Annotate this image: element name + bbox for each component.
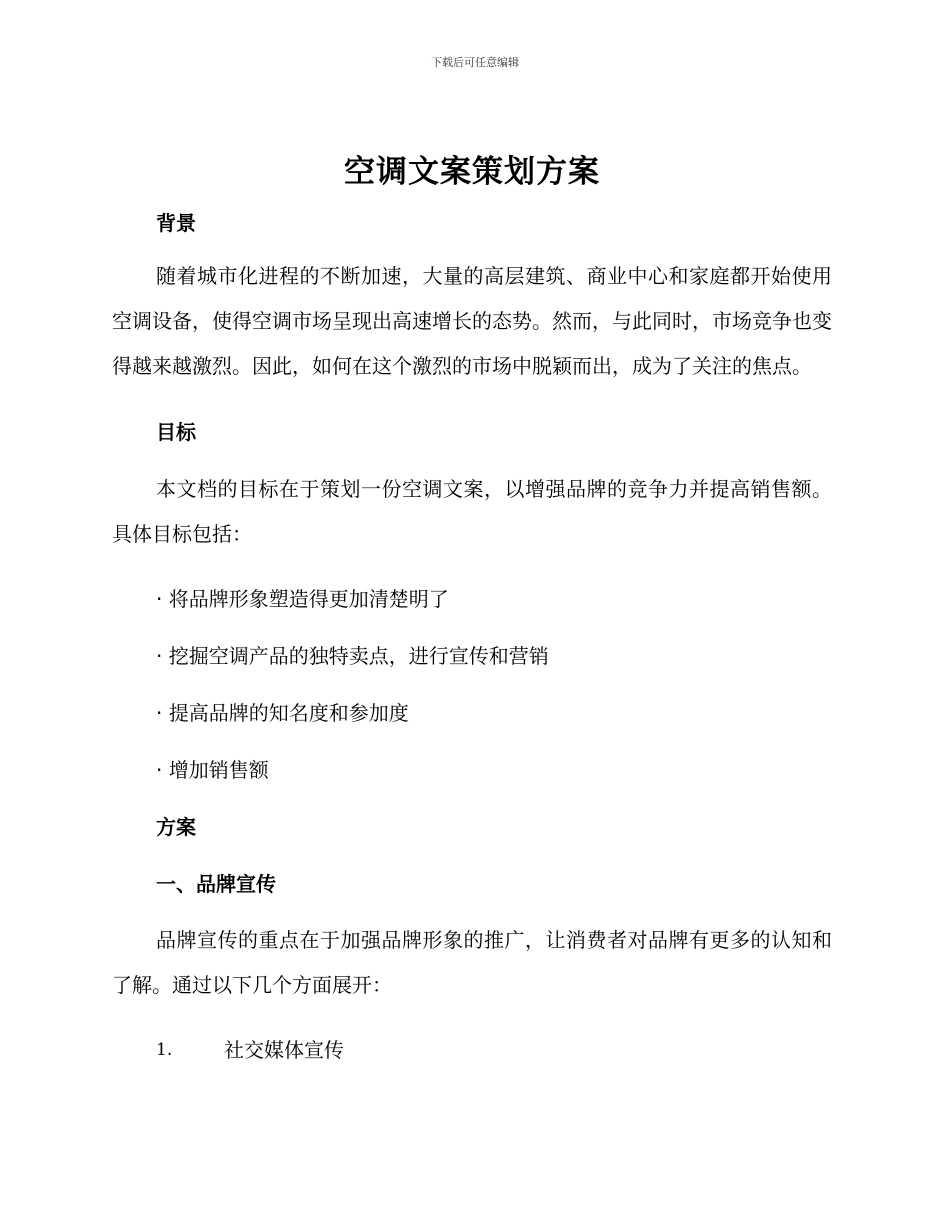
background-paragraph: 随着城市化进程的不断加速，大量的高层建筑、商业中心和家庭都开始使用空调设备，使得空调市场呈现出高速增长的态势。然而，与此同时，市场竞争也变得越来越激烈。因此，如何在这个激烈的市场中脱颖而出，成为了关注的焦点。 xyxy=(112,264,832,378)
numbered-item-1 xyxy=(112,1035,832,1065)
section-heading-plan: 方案 xyxy=(156,815,196,839)
page-header: 下载后可任意编辑 xyxy=(431,56,519,69)
brand-promotion-paragraph: 品牌宣传的重点在于加强品牌形象的推广，让消费者对品牌有更多的认知和了解。通过以下几个方面展开： xyxy=(112,928,832,997)
goal-bullet-2: · 挖掘空调产品的独特卖点，进行宣传和营销 xyxy=(156,644,549,668)
section-heading-background: 背景 xyxy=(156,211,196,235)
goal-bullet-3: · 提高品牌的知名度和参加度 xyxy=(156,701,409,725)
document-title: 空调文案策划方案 xyxy=(344,154,600,190)
document-body xyxy=(112,148,832,1065)
goal-bullet-4: · 增加销售额 xyxy=(156,758,269,782)
numbered-item-number: 1. xyxy=(156,1040,173,1060)
subheading-brand-promotion: 一、品牌宣传 xyxy=(156,872,276,896)
numbered-item-text: 社交媒体宣传 xyxy=(224,1038,344,1062)
goal-bullet-1: · 将品牌形象塑造得更加清楚明了 xyxy=(156,587,449,611)
section-heading-goal: 目标 xyxy=(156,420,196,444)
goal-paragraph: 本文档的目标在于策划一份空调文案，以增强品牌的竞争力并提高销售额。具体目标包括： xyxy=(112,477,832,546)
